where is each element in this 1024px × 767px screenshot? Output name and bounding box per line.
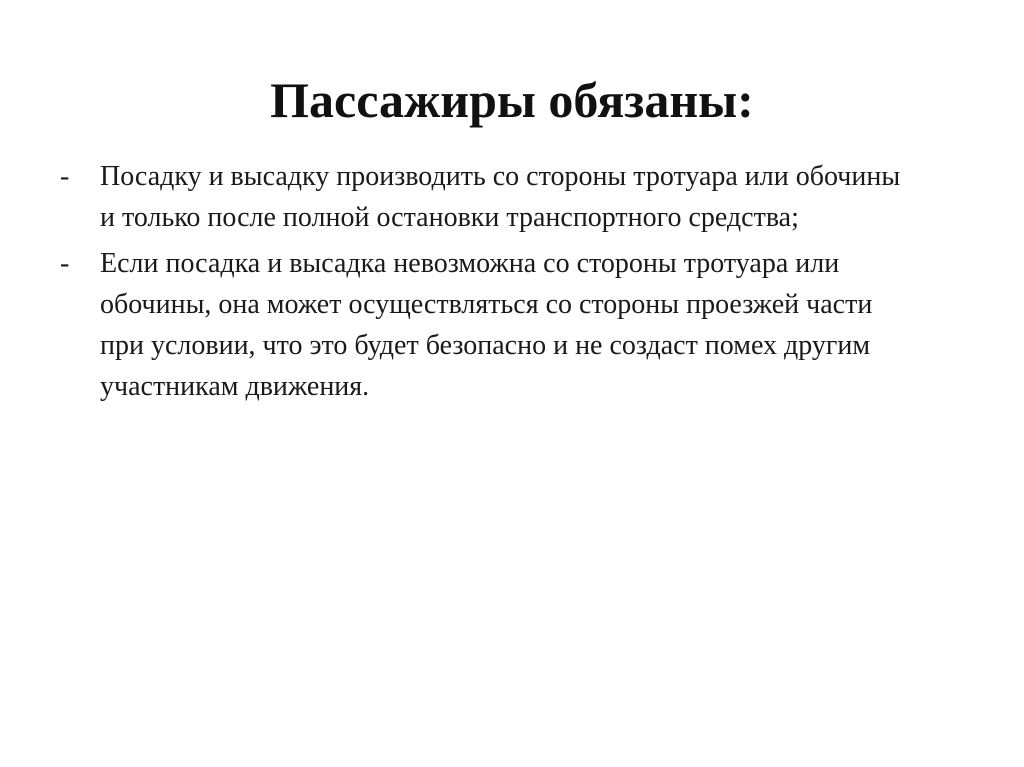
slide-title: Пассажиры обязаны: [270, 72, 754, 128]
bullet-item-roadway-side [60, 243, 960, 407]
bullet-text: Посадку и высадку производить со стороны тротуара или обочины и только после полной остановки транспортного средства; [100, 161, 901, 233]
bullet-dash: - [60, 161, 70, 192]
bullet-text: Если посадка и высадка невозможна со стороны тротуара или обочины, она может осуществляться со стороны проезжей части при условии, что это будет безопасно и не создаст помех другим участникам движения. [100, 248, 873, 402]
bullet-dash: - [60, 248, 70, 279]
bullet-list [60, 156, 960, 412]
bullet-item-boarding [60, 156, 960, 238]
